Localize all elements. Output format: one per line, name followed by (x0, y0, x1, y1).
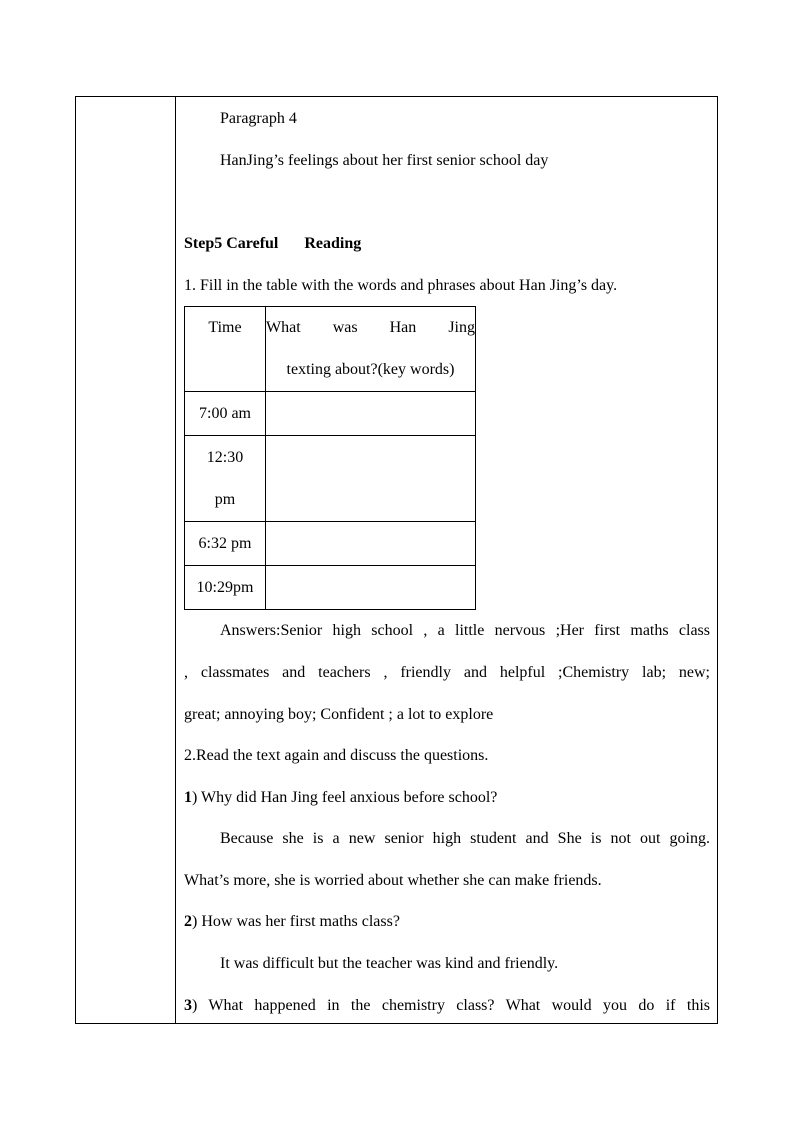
keywords-cell[interactable] (266, 436, 476, 522)
header-texting-line2: texting about?(key words) (286, 361, 455, 378)
answer-1-line-1: Because she is a new senior high student and She is not out going. (220, 830, 710, 847)
table-row (185, 392, 476, 436)
paragraph-4-text: HanJing’s feelings about her first senior school day (220, 152, 549, 169)
table-row (185, 522, 476, 566)
question-2-text: ) How was her first maths class? (192, 913, 400, 930)
header-time: Time (185, 307, 266, 392)
keywords-cell[interactable] (266, 566, 476, 610)
time-cell-line2: pm (214, 490, 236, 508)
step5-heading-part1: Step5 Careful (184, 235, 279, 252)
keywords-cell[interactable] (266, 392, 476, 436)
time-cell (185, 436, 266, 522)
paragraph-4-label: Paragraph 4 (220, 110, 297, 127)
answer-1-line-2: What’s more, she is worried about whether she can make friends. (184, 872, 602, 889)
task-2-instruction: 2.Read the text again and discuss the questions. (184, 747, 489, 764)
step5-heading-part2: Reading (304, 235, 362, 252)
answers-line-1: Answers:Senior high school , a little nervous ;Her first maths class (220, 622, 710, 639)
question-2-number: 2 (184, 913, 192, 930)
question-3 (184, 996, 710, 1016)
keywords-cell[interactable] (266, 522, 476, 566)
question-1 (184, 788, 710, 808)
table-header-row (185, 307, 476, 392)
question-3-number: 3 (184, 997, 192, 1014)
time-cell: 6:32 pm (185, 522, 266, 566)
question-2 (184, 912, 710, 932)
question-1-number: 1 (184, 789, 192, 806)
answers-line-3: great; annoying boy; Confident ; a lot to explore (184, 706, 494, 723)
task-1-instruction: 1. Fill in the table with the words and phrases about Han Jing’s day. (184, 277, 618, 294)
table-row (185, 566, 476, 610)
header-texting-line1: What was Han Jing (266, 319, 475, 336)
question-1-text: ) Why did Han Jing feel anxious before school? (192, 789, 498, 806)
time-cell-line1: 12:30 (206, 448, 244, 466)
time-cell: 10:29pm (185, 566, 266, 610)
step5-heading (184, 234, 710, 254)
question-3-text: ) What happened in the chemistry class? What would you do if this (192, 997, 710, 1014)
header-texting (266, 307, 476, 392)
answers-line-2: , classmates and teachers , friendly and helpful ;Chemistry lab; new; (184, 664, 710, 681)
answer-2: It was difficult but the teacher was kind and friendly. (220, 955, 559, 972)
han-jing-day-table (184, 306, 476, 610)
table-row (185, 436, 476, 522)
time-cell: 7:00 am (185, 392, 266, 436)
lesson-table (75, 96, 718, 1024)
column-divider (175, 97, 176, 1023)
